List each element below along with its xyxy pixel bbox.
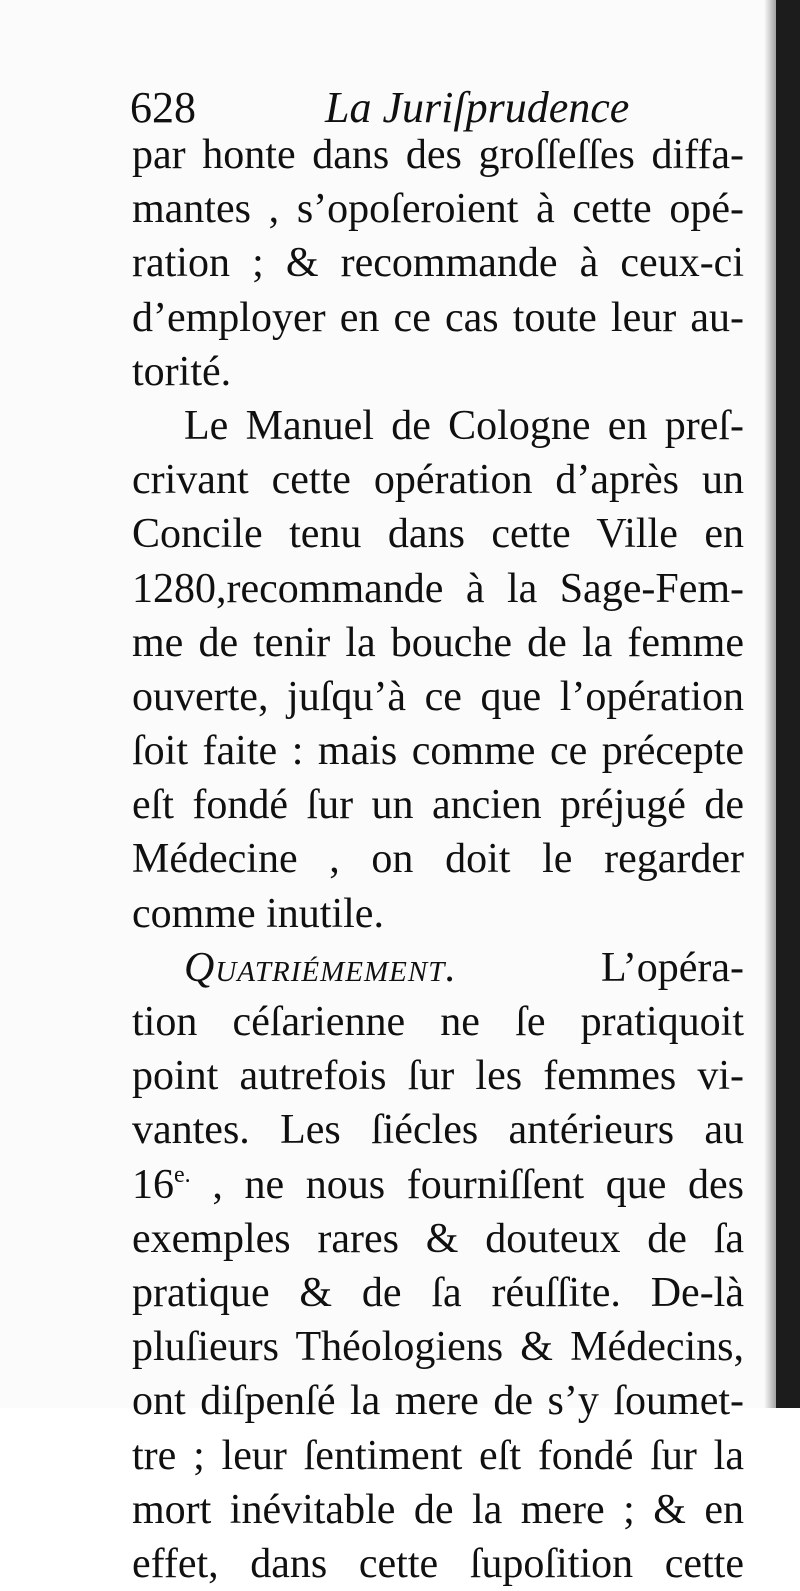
body-text: [132, 128, 744, 1591]
page-edge: [776, 0, 800, 1408]
section-marker: Quatriémement.: [184, 944, 457, 991]
text-fragment: L’opéra-: [600, 944, 744, 991]
text-line: vantes. Les ſiécles antérieurs au: [132, 1107, 744, 1154]
text-line: effet, dans cette ſupoſition cette: [132, 1540, 744, 1587]
text-line: mort inévitable de la mere ; & en: [132, 1486, 744, 1533]
text-line: ont diſpenſé la mere de s’y ſoumet-: [132, 1378, 744, 1425]
text-line: exemples rares & douteux de ſa: [132, 1215, 744, 1262]
text-line: ration ; & recommande à ceux-ci: [132, 240, 744, 287]
text-fragment: , ne nous fourniſſent que des: [212, 1161, 744, 1208]
text-line: Le Manuel de Cologne en preſ-: [184, 402, 744, 449]
century-number: 16: [132, 1161, 174, 1208]
text-line: 1280,recommande à la Sage-Fem-: [132, 565, 744, 612]
text-line: crivant cette opération d’après un: [132, 457, 744, 504]
running-title: La Juriſprudence: [325, 83, 630, 132]
page-gutter-shadow: [764, 0, 776, 1408]
text-line: tre ; leur ſentiment eſt fondé ſur la: [132, 1432, 744, 1479]
page-number: 628: [130, 83, 196, 132]
text-line: tion céſarienne ne ſe pratiquoit: [132, 999, 744, 1045]
text-line: point autrefois ſur les femmes vi-: [132, 1053, 744, 1100]
text-line: pluſieurs Théologiens & Médecins,: [132, 1324, 744, 1371]
text-line: mantes , s’opoſeroient à cette opé-: [132, 186, 744, 233]
text-line: Médecine , on doit le regarder: [132, 836, 744, 883]
text-line: [132, 1158, 744, 1212]
text-line: d’employer en ce cas toute leur au-: [132, 294, 744, 341]
text-line: par honte dans des groſſeſſes diffa-: [132, 132, 744, 178]
text-line: torité.: [132, 348, 232, 395]
text-line: pratique & de ſa réuſſite. De-là: [132, 1269, 744, 1316]
text-line: ouverte, juſqu’à ce que l’opération: [132, 673, 744, 720]
text-line: Concile tenu dans cette Ville en: [132, 511, 744, 558]
century-superscript: e.: [174, 1161, 191, 1188]
text-line: eſt fondé ſur un ancien préjugé de: [132, 782, 744, 829]
text-line: me de tenir la bouche de la femme: [132, 619, 744, 666]
text-line: ſoit faite : mais comme ce précepte: [132, 728, 744, 775]
text-line: [132, 941, 744, 995]
text-line: comme inutile.: [132, 890, 384, 937]
